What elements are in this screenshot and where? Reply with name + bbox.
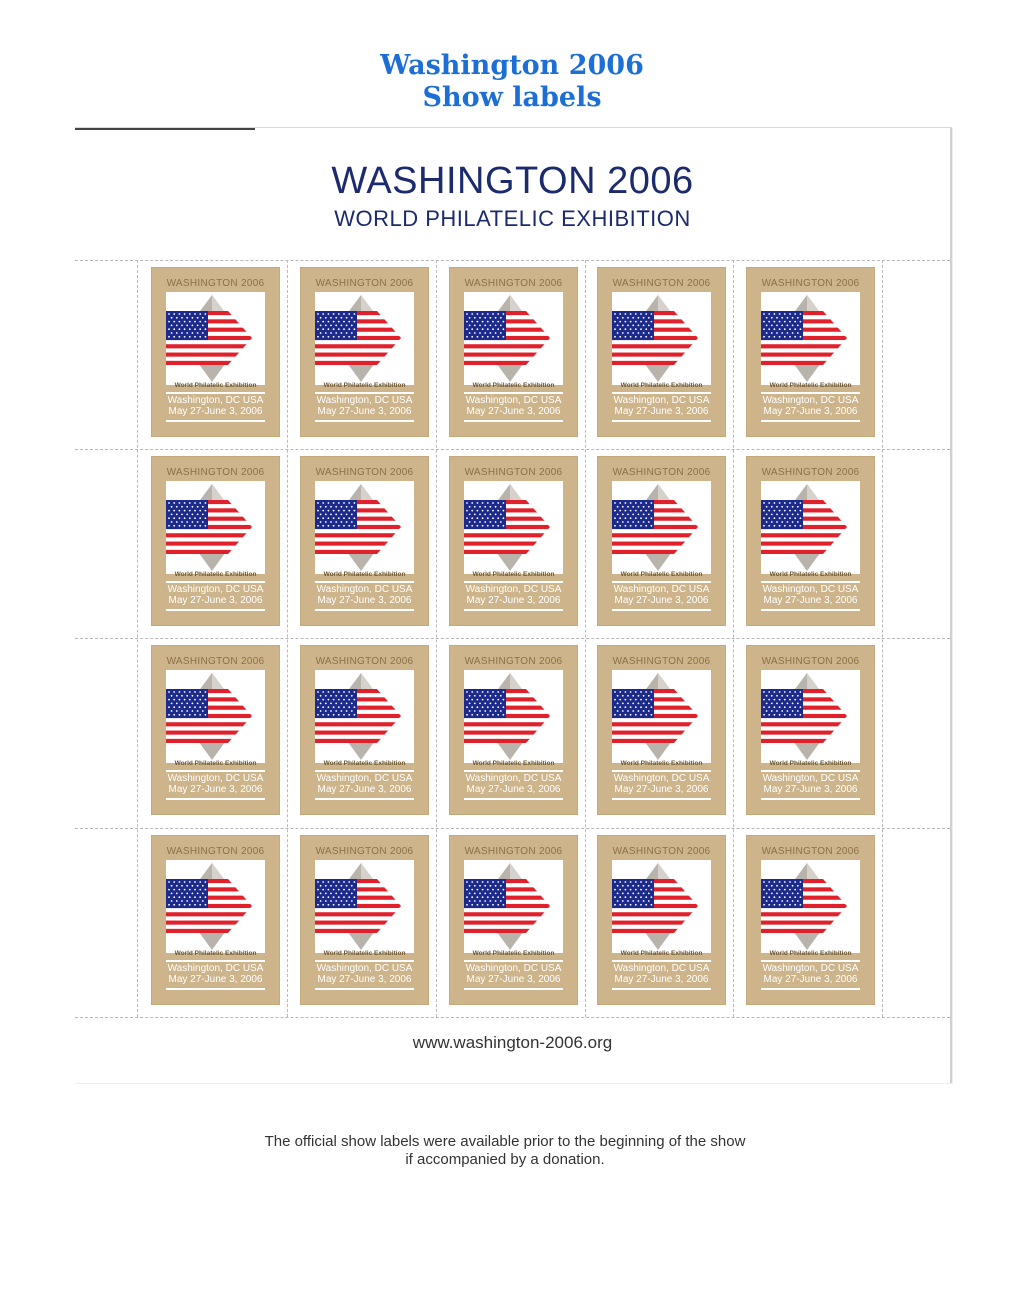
perforation-line	[75, 260, 950, 261]
label-rule	[315, 988, 414, 990]
label-dates-text: May 27-June 3, 2006	[317, 595, 412, 606]
show-label	[449, 645, 578, 815]
label-dates-text: May 27-June 3, 2006	[763, 406, 858, 417]
label-exhibition-text: World Philatelic Exhibition	[769, 571, 852, 578]
label-exhibition-text: World Philatelic Exhibition	[620, 382, 703, 389]
label-location-text: Washington, DC USA	[762, 584, 859, 595]
label-top-text: WASHINGTON 2006	[761, 846, 860, 857]
label-location-text: Washington, DC USA	[613, 395, 710, 406]
label-exhibition-text: World Philatelic Exhibition	[472, 382, 555, 389]
label-rule	[761, 609, 860, 611]
label-exhibition-text: World Philatelic Exhibition	[323, 382, 406, 389]
label-rule	[464, 609, 563, 611]
label-artwork	[315, 292, 414, 385]
us-flag-arrow-icon	[761, 670, 860, 763]
caption-line2: if accompanied by a donation.	[405, 1151, 605, 1168]
us-flag-arrow-icon	[166, 860, 265, 953]
label-location-text: Washington, DC USA	[167, 773, 264, 784]
label-exhibition-text: World Philatelic Exhibition	[620, 760, 703, 767]
label-location-text: Washington, DC USA	[465, 584, 562, 595]
sheet-url: www.washington-2006.org	[412, 1033, 613, 1052]
label-dates-text: May 27-June 3, 2006	[466, 974, 561, 985]
label-rule	[612, 581, 711, 583]
label-dates-text: May 27-June 3, 2006	[466, 595, 561, 606]
us-flag-arrow-icon	[166, 481, 265, 574]
us-flag-arrow-icon	[315, 670, 414, 763]
show-label	[597, 267, 726, 437]
label-artwork	[612, 860, 711, 953]
label-top-text: WASHINGTON 2006	[761, 656, 860, 667]
show-label	[746, 267, 875, 437]
label-dates-text: May 27-June 3, 2006	[614, 784, 709, 795]
label-exhibition-text: World Philatelic Exhibition	[620, 950, 703, 957]
label-rule	[612, 798, 711, 800]
label-top-text: WASHINGTON 2006	[612, 467, 711, 478]
label-dates-text: May 27-June 3, 2006	[466, 406, 561, 417]
label-artwork	[612, 481, 711, 574]
page-title	[0, 50, 1024, 114]
label-rule	[166, 988, 265, 990]
label-top-text: WASHINGTON 2006	[464, 278, 563, 289]
us-flag-arrow-icon	[166, 670, 265, 763]
show-label	[300, 645, 429, 815]
label-dates-text: May 27-June 3, 2006	[317, 406, 412, 417]
label-artwork	[166, 670, 265, 763]
sheet-title: WASHINGTON 2006	[331, 160, 694, 202]
label-artwork	[315, 670, 414, 763]
perforation-line	[287, 260, 288, 1017]
show-label	[597, 645, 726, 815]
label-rule	[464, 770, 563, 772]
label-location-text: Washington, DC USA	[465, 773, 562, 784]
label-location-text: Washington, DC USA	[762, 395, 859, 406]
perforation-line	[75, 638, 950, 639]
label-artwork	[464, 860, 563, 953]
label-location-text: Washington, DC USA	[167, 963, 264, 974]
label-top-text: WASHINGTON 2006	[612, 656, 711, 667]
label-top-text: WASHINGTON 2006	[315, 846, 414, 857]
label-artwork	[761, 292, 860, 385]
label-dates-text: May 27-June 3, 2006	[168, 974, 263, 985]
caption-line1: The official show labels were available prior to the beginning of the show	[264, 1133, 746, 1150]
label-artwork	[166, 481, 265, 574]
label-rule	[612, 770, 711, 772]
label-rule	[166, 960, 265, 962]
label-dates-text: May 27-June 3, 2006	[168, 406, 263, 417]
label-exhibition-text: World Philatelic Exhibition	[174, 760, 257, 767]
page-title-line1: Washington 2006	[380, 50, 644, 81]
label-rule	[166, 770, 265, 772]
show-label	[597, 456, 726, 626]
label-location-text: Washington, DC USA	[465, 963, 562, 974]
show-label	[151, 835, 280, 1005]
us-flag-arrow-icon	[612, 860, 711, 953]
label-rule	[612, 609, 711, 611]
label-rule	[761, 420, 860, 422]
label-dates-text: May 27-June 3, 2006	[763, 974, 858, 985]
label-rule	[166, 420, 265, 422]
label-dates-text: May 27-June 3, 2006	[614, 406, 709, 417]
us-flag-arrow-icon	[761, 860, 860, 953]
label-location-text: Washington, DC USA	[167, 584, 264, 595]
label-rule	[315, 392, 414, 394]
label-dates-text: May 27-June 3, 2006	[168, 595, 263, 606]
label-top-text: WASHINGTON 2006	[464, 846, 563, 857]
label-rule	[315, 798, 414, 800]
label-dates-text: May 27-June 3, 2006	[614, 974, 709, 985]
perforation-line	[733, 260, 734, 1017]
label-dates-text: May 27-June 3, 2006	[317, 784, 412, 795]
label-artwork	[166, 860, 265, 953]
us-flag-arrow-icon	[315, 292, 414, 385]
label-top-text: WASHINGTON 2006	[761, 467, 860, 478]
label-rule	[166, 581, 265, 583]
label-sheet	[75, 127, 952, 1083]
label-exhibition-text: World Philatelic Exhibition	[323, 760, 406, 767]
label-location-text: Washington, DC USA	[316, 584, 413, 595]
label-exhibition-text: World Philatelic Exhibition	[323, 571, 406, 578]
label-rule	[761, 392, 860, 394]
label-top-text: WASHINGTON 2006	[612, 846, 711, 857]
label-artwork	[464, 481, 563, 574]
sheet-edge-line	[75, 128, 255, 130]
us-flag-arrow-icon	[761, 292, 860, 385]
label-artwork	[315, 481, 414, 574]
label-artwork	[166, 292, 265, 385]
label-rule	[612, 392, 711, 394]
label-top-text: WASHINGTON 2006	[166, 656, 265, 667]
label-rule	[761, 770, 860, 772]
label-rule	[761, 960, 860, 962]
label-exhibition-text: World Philatelic Exhibition	[174, 950, 257, 957]
label-artwork	[761, 670, 860, 763]
label-location-text: Washington, DC USA	[465, 395, 562, 406]
label-rule	[166, 609, 265, 611]
label-top-text: WASHINGTON 2006	[464, 467, 563, 478]
label-location-text: Washington, DC USA	[613, 584, 710, 595]
label-exhibition-text: World Philatelic Exhibition	[174, 571, 257, 578]
label-location-text: Washington, DC USA	[762, 773, 859, 784]
label-rule	[464, 960, 563, 962]
label-top-text: WASHINGTON 2006	[761, 278, 860, 289]
show-label	[300, 456, 429, 626]
label-top-text: WASHINGTON 2006	[612, 278, 711, 289]
page-title-line2: Show labels	[422, 82, 602, 113]
label-rule	[464, 988, 563, 990]
show-label	[746, 835, 875, 1005]
label-rule	[315, 581, 414, 583]
us-flag-arrow-icon	[464, 860, 563, 953]
label-artwork	[612, 670, 711, 763]
label-rule	[761, 988, 860, 990]
label-location-text: Washington, DC USA	[613, 773, 710, 784]
label-rule	[464, 420, 563, 422]
label-location-text: Washington, DC USA	[613, 963, 710, 974]
label-rule	[464, 798, 563, 800]
label-exhibition-text: World Philatelic Exhibition	[472, 571, 555, 578]
label-top-text: WASHINGTON 2006	[315, 467, 414, 478]
label-rule	[612, 960, 711, 962]
label-dates-text: May 27-June 3, 2006	[614, 595, 709, 606]
label-rule	[761, 581, 860, 583]
label-rule	[315, 960, 414, 962]
us-flag-arrow-icon	[761, 481, 860, 574]
show-label	[449, 835, 578, 1005]
show-label	[151, 267, 280, 437]
label-exhibition-text: World Philatelic Exhibition	[769, 950, 852, 957]
show-label	[449, 456, 578, 626]
show-label	[449, 267, 578, 437]
label-exhibition-text: World Philatelic Exhibition	[769, 760, 852, 767]
label-artwork	[464, 292, 563, 385]
show-label	[151, 456, 280, 626]
show-label	[151, 645, 280, 815]
label-top-text: WASHINGTON 2006	[315, 656, 414, 667]
us-flag-arrow-icon	[315, 481, 414, 574]
label-location-text: Washington, DC USA	[316, 773, 413, 784]
label-exhibition-text: World Philatelic Exhibition	[174, 382, 257, 389]
label-location-text: Washington, DC USA	[762, 963, 859, 974]
perforation-line	[137, 260, 138, 1017]
perforation-line	[436, 260, 437, 1017]
label-top-text: WASHINGTON 2006	[166, 846, 265, 857]
show-label	[746, 645, 875, 815]
us-flag-arrow-icon	[612, 670, 711, 763]
show-label	[597, 835, 726, 1005]
label-artwork	[315, 860, 414, 953]
us-flag-arrow-icon	[464, 292, 563, 385]
label-exhibition-text: World Philatelic Exhibition	[323, 950, 406, 957]
sheet-subtitle: WORLD PHILATELIC EXHIBITION	[334, 206, 691, 231]
show-label	[746, 456, 875, 626]
label-dates-text: May 27-June 3, 2006	[763, 595, 858, 606]
label-rule	[315, 609, 414, 611]
perforation-line	[75, 449, 950, 450]
label-top-text: WASHINGTON 2006	[464, 656, 563, 667]
us-flag-arrow-icon	[612, 292, 711, 385]
label-rule	[464, 581, 563, 583]
label-rule	[315, 420, 414, 422]
label-artwork	[464, 670, 563, 763]
label-rule	[315, 770, 414, 772]
label-artwork	[761, 481, 860, 574]
label-artwork	[612, 292, 711, 385]
label-location-text: Washington, DC USA	[316, 963, 413, 974]
perforation-line	[585, 260, 586, 1017]
us-flag-arrow-icon	[166, 292, 265, 385]
label-artwork	[761, 860, 860, 953]
label-exhibition-text: World Philatelic Exhibition	[620, 571, 703, 578]
label-rule	[166, 798, 265, 800]
show-label	[300, 267, 429, 437]
label-dates-text: May 27-June 3, 2006	[317, 974, 412, 985]
label-rule	[464, 392, 563, 394]
label-dates-text: May 27-June 3, 2006	[763, 784, 858, 795]
us-flag-arrow-icon	[464, 670, 563, 763]
us-flag-arrow-icon	[315, 860, 414, 953]
perforation-line	[75, 828, 950, 829]
us-flag-arrow-icon	[612, 481, 711, 574]
page-caption	[0, 1133, 1010, 1169]
label-top-text: WASHINGTON 2006	[315, 278, 414, 289]
perforation-line	[882, 260, 883, 1017]
perforation-line	[75, 1017, 950, 1018]
label-rule	[761, 798, 860, 800]
label-rule	[166, 392, 265, 394]
show-label	[300, 835, 429, 1005]
label-location-text: Washington, DC USA	[316, 395, 413, 406]
label-rule	[612, 420, 711, 422]
label-exhibition-text: World Philatelic Exhibition	[769, 382, 852, 389]
label-rule	[612, 988, 711, 990]
label-exhibition-text: World Philatelic Exhibition	[472, 950, 555, 957]
label-top-text: WASHINGTON 2006	[166, 467, 265, 478]
label-location-text: Washington, DC USA	[167, 395, 264, 406]
label-exhibition-text: World Philatelic Exhibition	[472, 760, 555, 767]
label-dates-text: May 27-June 3, 2006	[168, 784, 263, 795]
label-dates-text: May 27-June 3, 2006	[466, 784, 561, 795]
label-top-text: WASHINGTON 2006	[166, 278, 265, 289]
us-flag-arrow-icon	[464, 481, 563, 574]
